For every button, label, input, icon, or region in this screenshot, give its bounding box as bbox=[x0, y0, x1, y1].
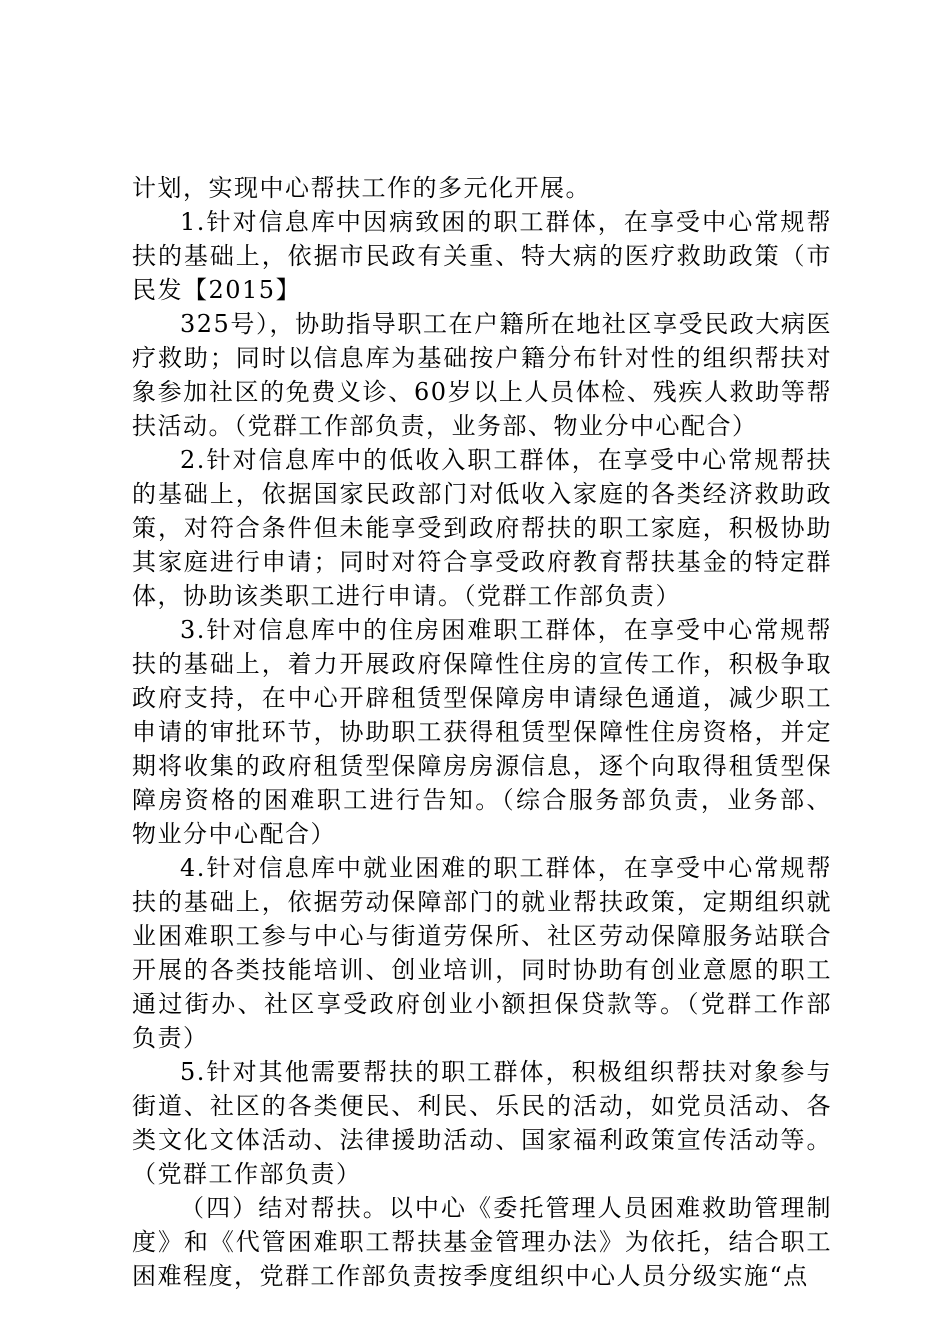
paragraph-item-5: 5.针对其他需要帮扶的职工群体，积极组织帮扶对象参与街道、社区的各类便民、利民、乐民的活动，如党员活动、各类文化文体活动、法律援助活动、国家福利政策宣传活动等。（党群工作部负责） bbox=[132, 1058, 832, 1188]
paragraph-item-4: 4.针对信息库中就业困难的职工群体，在享受中心常规帮扶的基础上，依据劳动保障部门的就业帮扶政策，定期组织就业困难职工参与中心与街道劳保所、社区劳动保障服务站联合开展的各类技能培训、创业培训，同时协助有创业意愿的职工通过街办、社区享受政府创业小额担保贷款等。（党群工作部负责） bbox=[132, 854, 832, 1052]
paragraph-item-1-continued: 325号），协助指导职工在户籍所在地社区享受民政大病医疗救助；同时以信息库为基础按户籍分布针对性的组织帮扶对象参加社区的免费义诊、60岁以上人员体检、残疾人救助等帮扶活动。（党群工作部负责，业务部、物业分中心配合） bbox=[132, 310, 832, 440]
paragraph-item-2: 2.针对信息库中的低收入职工群体，在享受中心常规帮扶的基础上，依据国家民政部门对低收入家庭的各类经济救助政策，对符合条件但未能享受到政府帮扶的职工家庭，积极协助其家庭进行申请；同时对符合享受政府教育帮扶基金的特定群体，协助该类职工进行申请。（党群工作部负责） bbox=[132, 446, 832, 610]
paragraph-item-3: 3.针对信息库中的住房困难职工群体，在享受中心常规帮扶的基础上，着力开展政府保障性住房的宣传工作，积极争取政府支持，在中心开辟租赁型保障房申请绿色通道，减少职工申请的审批环节，协助职工获得租赁型保障性住房资格，并定期将收集的政府租赁型保障房房源信息，逐个向取得租赁型保障房资格的困难职工进行告知。（综合服务部负责，业务部、物业分中心配合） bbox=[132, 616, 832, 848]
document-body bbox=[132, 171, 832, 1293]
paragraph-continuation: 计划，实现中心帮扶工作的多元化开展。 bbox=[132, 174, 591, 202]
paragraph-section-4: （四）结对帮扶。以中心《委托管理人员困难救助管理制度》和《代管困难职工帮扶基金管理办法》为依托，结合职工困难程度，党群工作部负责按季度组织中心人员分级实施“点 bbox=[132, 1194, 832, 1290]
paragraph-item-1: 1.针对信息库中因病致困的职工群体，在享受中心常规帮扶的基础上，依据市民政有关重、特大病的医疗救助政策（市民发【2015】 bbox=[132, 208, 832, 304]
